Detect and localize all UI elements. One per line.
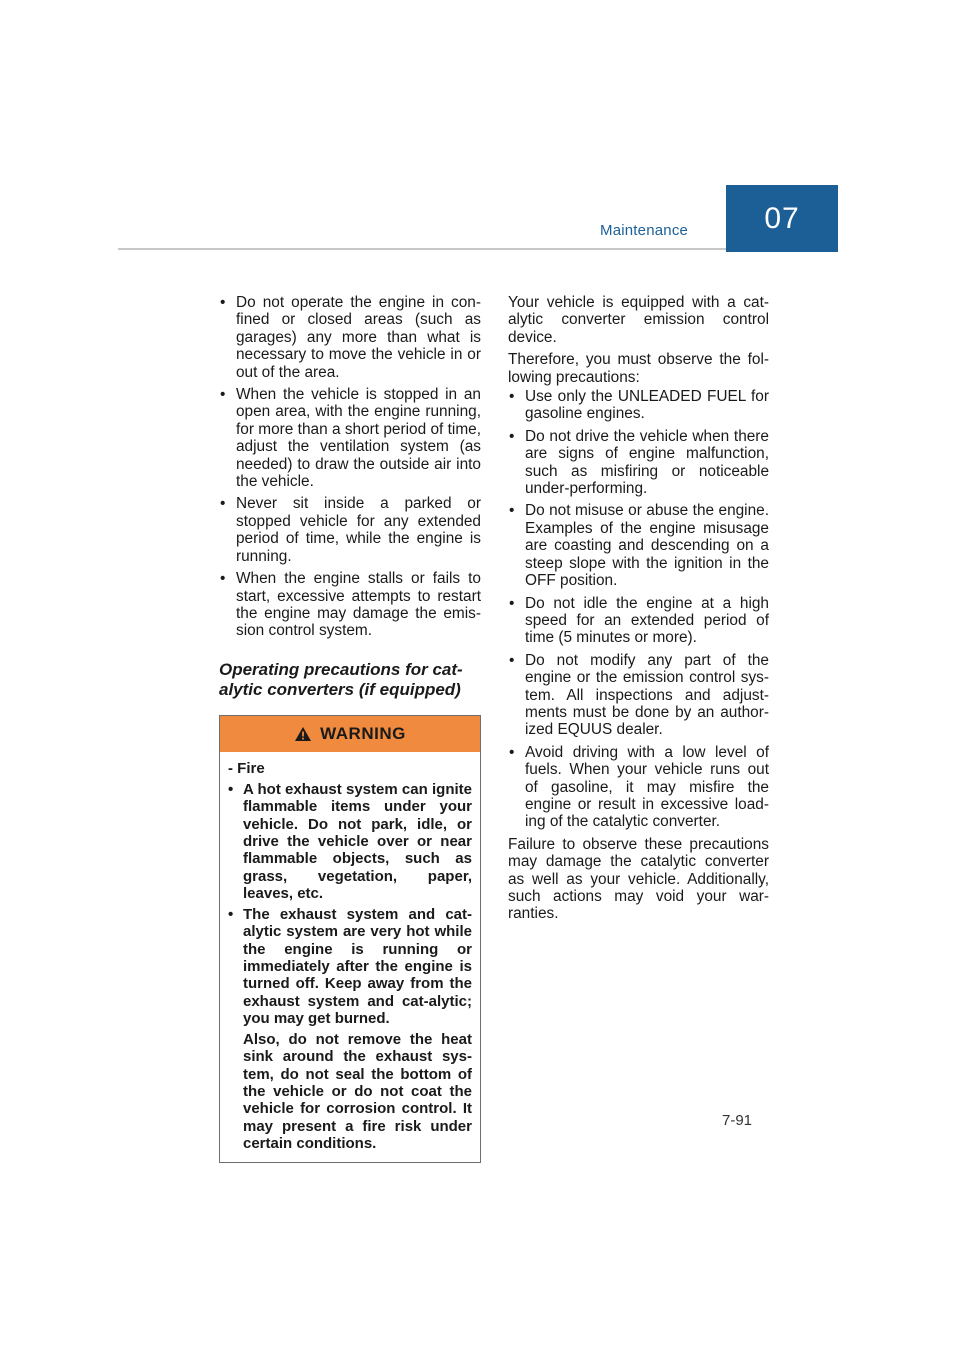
list-item: • Do not idle the engine at a high speed for an extended period of time (5 minutes or more).: [508, 595, 769, 647]
right-column: [508, 294, 769, 928]
warning-header: [220, 716, 480, 752]
list-item: • Do not operate the engine in con-fined or closed areas (such as garages) any more than what is necessary to move the vehicle in or out of the area.: [219, 294, 481, 381]
section-title: Maintenance: [600, 222, 689, 239]
list-item: • Avoid driving with a low level of fuels. When your vehicle runs out of gasoline, it may misfire the engine or result in excessive load-ing of the catalytic converter.: [508, 744, 769, 831]
left-column: [219, 294, 481, 1163]
list-item: • Do not misuse or abuse the engine. Examples of the engine misusage are coasting and descending on a steep slope with the ignition in the OFF position.: [508, 502, 769, 589]
list-item: • Do not modify any part of the engine or the emission control sys-tem. All inspections and adjust-ments must be done by an author-ized EQUUS dealer.: [508, 652, 769, 739]
chapter-tab: [726, 185, 838, 252]
header-divider: [118, 248, 726, 250]
page-number: 7-91: [722, 1112, 753, 1129]
warning-label: - Fire: [228, 759, 265, 777]
intro-paragraph: Therefore, you must observe the fol-lowing precautions:: [508, 351, 769, 386]
section-heading: Operating precautions for cat-alytic converters (if equipped): [219, 659, 463, 699]
list-item: • When the vehicle is stopped in an open area, with the engine running, for more than a short period of time, adjust the ventilation system (as needed) to draw the outside air into the vehicle.: [219, 386, 481, 490]
list-item: • Do not drive the vehicle when there are signs of engine malfunction, such as misfiring or noticeable under-performing.: [508, 428, 769, 498]
closing-paragraph: Failure to observe these precautions may damage the catalytic converter as well as your vehicle. Additionally, such actions may void your war-ranties.: [508, 835, 769, 923]
chapter-number: 07: [764, 201, 800, 235]
warning-item: • The exhaust system and cat-alytic system are very hot while the engine is running or immediately after the engine is turned off. Keep away from the exhaust system and cat-alytic; you may get burned.: [228, 906, 472, 1027]
list-item: • Use only the UNLEADED FUEL for gasoline engines.: [508, 388, 769, 423]
warning-body: [220, 752, 480, 1163]
warning-title: WARNING: [320, 724, 406, 744]
warning-item: • A hot exhaust system can ignite flammable items under your vehicle. Do not park, idle, or drive the vehicle over or near flammable objects, such as grass, vegetation, paper, leaves, etc.: [228, 781, 472, 902]
list-item: • Never sit inside a parked or stopped vehicle for any extended period of time, while the engine is running.: [219, 495, 481, 565]
warning-triangle-icon: [294, 726, 312, 742]
intro-paragraph: Your vehicle is equipped with a cat-alytic converter emission control device.: [508, 294, 769, 346]
warning-extra: Also, do not remove the heat sink around the exhaust sys-tem, do not seal the bottom of the vehicle or do not coat the vehicle for corrosion control. It may present a fire risk under certain conditions.: [243, 1031, 472, 1152]
warning-box: [219, 715, 481, 1164]
list-item: • When the engine stalls or fails to start, excessive attempts to restart the engine may damage the emis-sion control system.: [219, 570, 481, 640]
